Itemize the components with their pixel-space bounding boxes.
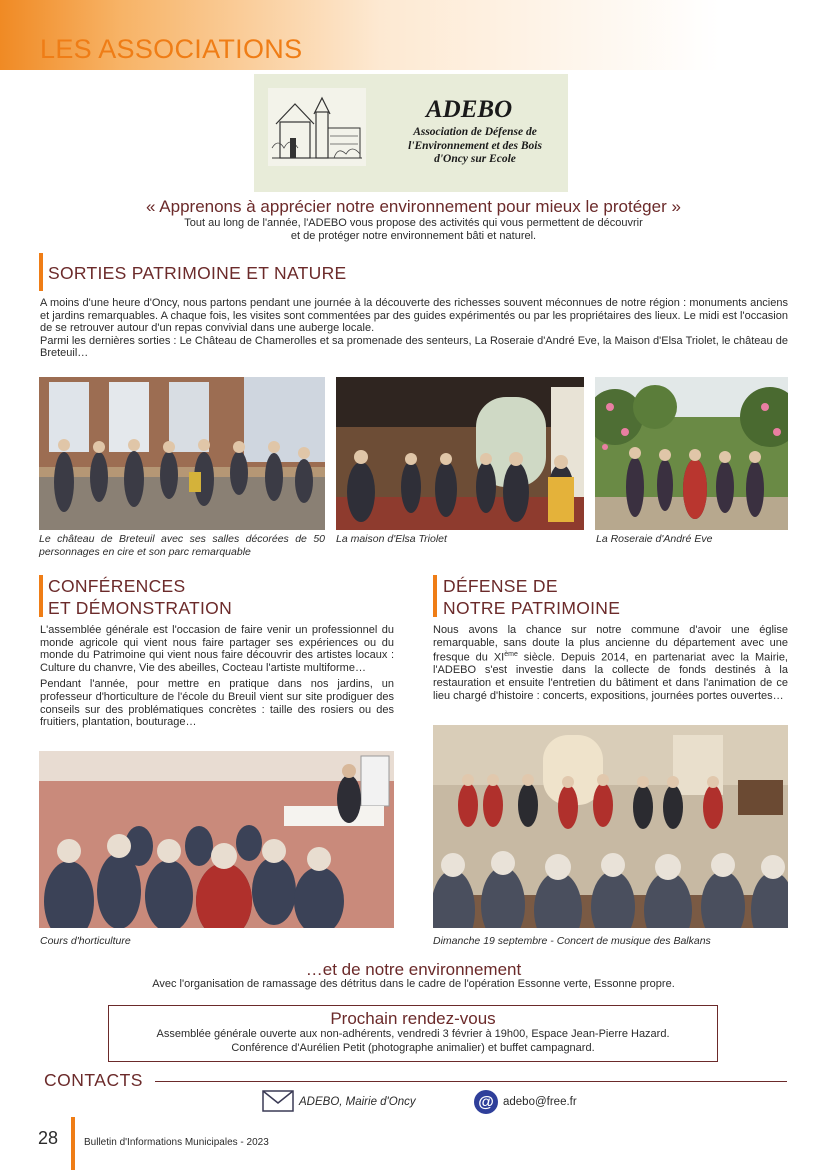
rendez-vous-line-1: Assemblée générale ouverte aux non-adhérents, vendredi 3 février à 19h00, Espace Jean-Pierre Hazard. <box>156 1028 670 1040</box>
intro-line-2: et de protéger notre environnement bâti et naturel. <box>290 230 537 242</box>
footer-accent-bar <box>71 1117 75 1170</box>
intro-line-1: Tout au long de l'année, l'ADEBO vous propose des activités qui vous permettent de découvrir <box>184 217 643 229</box>
conferences-p1: L'assemblée générale est l'occasion de faire venir un professionnel du monde agricole qui vient nous faire partager ses expériences ou du monde du Patrimoine qui vient nous faire découvrir des artistes locaux : Culture du chanvre, Vie des abeilles, Cocteau l'artiste multiforme… <box>40 624 394 674</box>
logo-subtitle: Association de Défense de l'Environnement et des Bois d'Oncy sur Ecole <box>408 126 542 165</box>
church-sketch-icon <box>268 88 366 166</box>
conferences-text <box>40 624 394 729</box>
contacts-divider <box>155 1081 787 1082</box>
contact-email[interactable]: adebo@free.fr <box>503 1096 577 1108</box>
section-accent-bar <box>39 575 43 617</box>
section-accent-bar <box>39 253 43 291</box>
sorties-p2: Parmi les dernières sorties : Le Château de Chamerolles et sa promenade des senteurs, La Roseraie d'André Eve, la Maison d'Elsa Triolet, le château de Breteuil… <box>40 334 788 360</box>
sorties-p1: A moins d'une heure d'Oncy, nous partons pendant une journée à la découverte des richesses souvent méconnues de notre région : monuments anciens et jardins remarquables. A chaque fois, les visites sont commentées par des guides expérimentés ou par les propriétaires des lieux. Le midi est l'occasion de se retrouver autour d'un repas convivial dans une auberge locale. <box>40 297 788 335</box>
defense-text <box>433 624 788 702</box>
caption-cours-horticulture: Cours d'horticulture <box>40 935 131 947</box>
contact-address: ADEBO, Mairie d'Oncy <box>299 1096 416 1108</box>
defense-p1-end: siècle. Depuis 2014, en partenariat avec la Mairie, l'ADEBO s'est investie dans la collecte de fonds destinés à la restauration et ensuite l'entretien du bâtiment et dans l'animation de ce lieu chargé d'histoire : concerts, expositions, journées portes ouvertes… <box>433 651 788 702</box>
photo-roseraie-andre-eve <box>595 377 788 530</box>
defense-title-line2: NOTRE PATRIMOINE <box>443 598 621 618</box>
footer-text: Bulletin d'Informations Municipales - 2023 <box>84 1137 269 1148</box>
caption-chateau-breteuil: Le château de Breteuil avec ses salles décorées de 50 personnages en cire et son parc remarquable <box>39 533 325 558</box>
section-title-sorties: SORTIES PATRIMOINE ET NATURE <box>48 263 347 283</box>
sorties-paragraph <box>40 297 788 360</box>
slogan: « Apprenons à apprécier notre environnement pour mieux le protéger » <box>146 197 681 216</box>
photo-concert-balkans <box>433 725 788 928</box>
defense-p1-sup: ème <box>504 651 518 659</box>
environnement-text: Avec l'organisation de ramassage des détritus dans le cadre de l'opération Essonne verte, Essonne propre. <box>152 978 675 990</box>
svg-text:@: @ <box>478 1094 494 1111</box>
rendez-vous-title: Prochain rendez-vous <box>330 1009 496 1028</box>
page-title: LES ASSOCIATIONS <box>40 34 303 64</box>
defense-title-line1: DÉFENSE DE <box>443 576 558 596</box>
section-title-conferences <box>48 575 232 619</box>
caption-concert: Dimanche 19 septembre - Concert de musique des Balkans <box>433 935 711 947</box>
section-accent-bar <box>433 575 437 617</box>
caption-roseraie: La Roseraie d'André Eve <box>596 533 713 545</box>
rendez-vous-line-2: Conférence d'Aurélien Petit (photographe animalier) et buffet campagnard. <box>231 1042 595 1054</box>
defense-p1-start: Nous avons la chance sur notre commune d'avoir une église remarquable, sans doute la plus ancienne du département avec une fresque du XI <box>433 624 788 664</box>
photo-chateau-breteuil <box>39 377 325 530</box>
logo-name: ADEBO <box>426 96 513 123</box>
section-title-defense <box>443 575 620 619</box>
conferences-p2: Pendant l'année, pour mettre en pratique dans nos jardins, un professeur d'horticulture de l'école du Breuil vient sur site prodiguer des conseils sur des problématiques concrètes : taille des rosiers ou des fruitiers, plantation, bouturage… <box>40 678 394 729</box>
contacts-title: CONTACTS <box>44 1070 143 1090</box>
conferences-title-line2: ET DÉMONSTRATION <box>48 598 233 618</box>
page-number: 28 <box>38 1128 59 1148</box>
intro-text <box>0 217 827 243</box>
environnement-title: …et de notre environnement <box>305 960 522 979</box>
photo-maison-elsa-triolet <box>336 377 584 530</box>
photo-cours-horticulture <box>39 751 394 928</box>
conferences-title-line1: CONFÉRENCES <box>48 576 186 596</box>
envelope-icon <box>262 1090 294 1112</box>
caption-maison-elsa-triolet: La maison d'Elsa Triolet <box>336 533 447 545</box>
at-sign-icon <box>474 1090 498 1114</box>
